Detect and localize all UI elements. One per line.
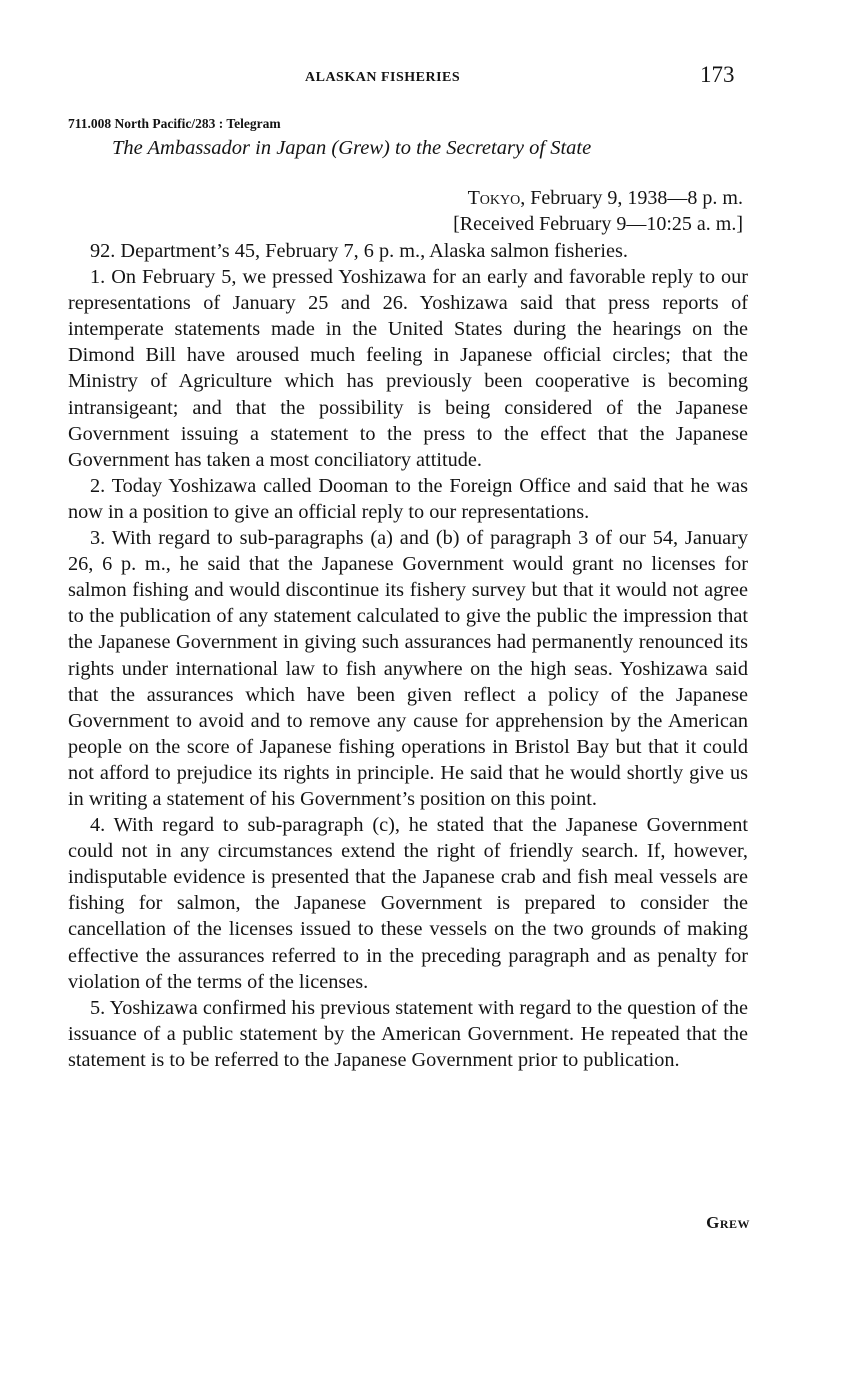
dateline-place: Tokyo,	[467, 187, 526, 209]
signature: Grew	[706, 1213, 750, 1232]
received-line: [Received February 9—10:25 a. m.]	[453, 213, 743, 235]
paragraph-2: 2. Today Yoshizawa called Dooman to the Foreign Office and said that he was now in a position to give an official reply to our representations.	[68, 474, 748, 523]
paragraph-5: 5. Yoshizawa confirmed his previous statement with regard to the question of the issuance of a public statement by the American Government. He repeated that the statement is to be referred to the Japanese Government prior to publication.	[68, 996, 748, 1071]
running-head: ALASKAN FISHERIES	[305, 70, 461, 85]
telegram-body	[68, 238, 748, 1073]
dateline-date: February 9, 1938—8 p. m.	[530, 187, 743, 209]
paragraph-1: 1. On February 5, we pressed Yoshizawa for an early and favorable reply to our representations of January 25 and 26. Yoshizawa said that press reports of intemperate statements made in the United States during the hearings on the Dimond Bill have aroused much feeling in Japanese official circles; that the Ministry of Agriculture which has previously been cooperative is becoming intransigeant; and that the possibility is being considered of the Japanese Government issuing a statement to the press to the effect that the Japanese Government has taken a most conciliatory attitude.	[68, 266, 748, 471]
paragraph-4: 4. With regard to sub-paragraph (c), he stated that the Japanese Government could not in any circumstances extend the right of friendly search. If, however, indisputable evidence is presented that the Japanese crab and fish meal vessels are fishing for salmon, the Japanese Government is prepared to consider the cancellation of the licenses issued to these vessels on the two grounds of making effective the assurances referred to in the preceding paragraph and as penalty for violation of the terms of the licenses.	[68, 814, 748, 993]
dateline-line	[453, 185, 743, 211]
intro-paragraph: 92. Department’s 45, February 7, 6 p. m., Alaska salmon fisheries.	[90, 240, 628, 262]
paragraph-3: 3. With regard to sub-paragraphs (a) and (b) of paragraph 3 of our 54, January 26, 6 p. m., he said that the Japanese Government would grant no licenses for salmon fishing and would discontinue its fishery survey but that it would not agree to the publication of any statement calculated to give the public the impression that the Japanese Government in giving such assurances had permanently renounced its rights under international law to fish anywhere on the high seas. Yoshizawa said that the assurances which have been given reflect a policy of the Japanese Government to avoid and to remove any cause for apprehension by the American people on the score of Japanese fishing operations in Bristol Bay but that it could not afford to prejudice its rights in principle. He said that he would shortly give us in writing a statement of his Government’s position on this point.	[68, 527, 748, 810]
file-reference: 711.008 North Pacific/283 : Telegram	[68, 116, 281, 131]
dateline	[453, 185, 743, 237]
document-title: The Ambassador in Japan (Grew) to the Secretary of State	[112, 137, 592, 159]
page-number: 173	[700, 62, 735, 87]
